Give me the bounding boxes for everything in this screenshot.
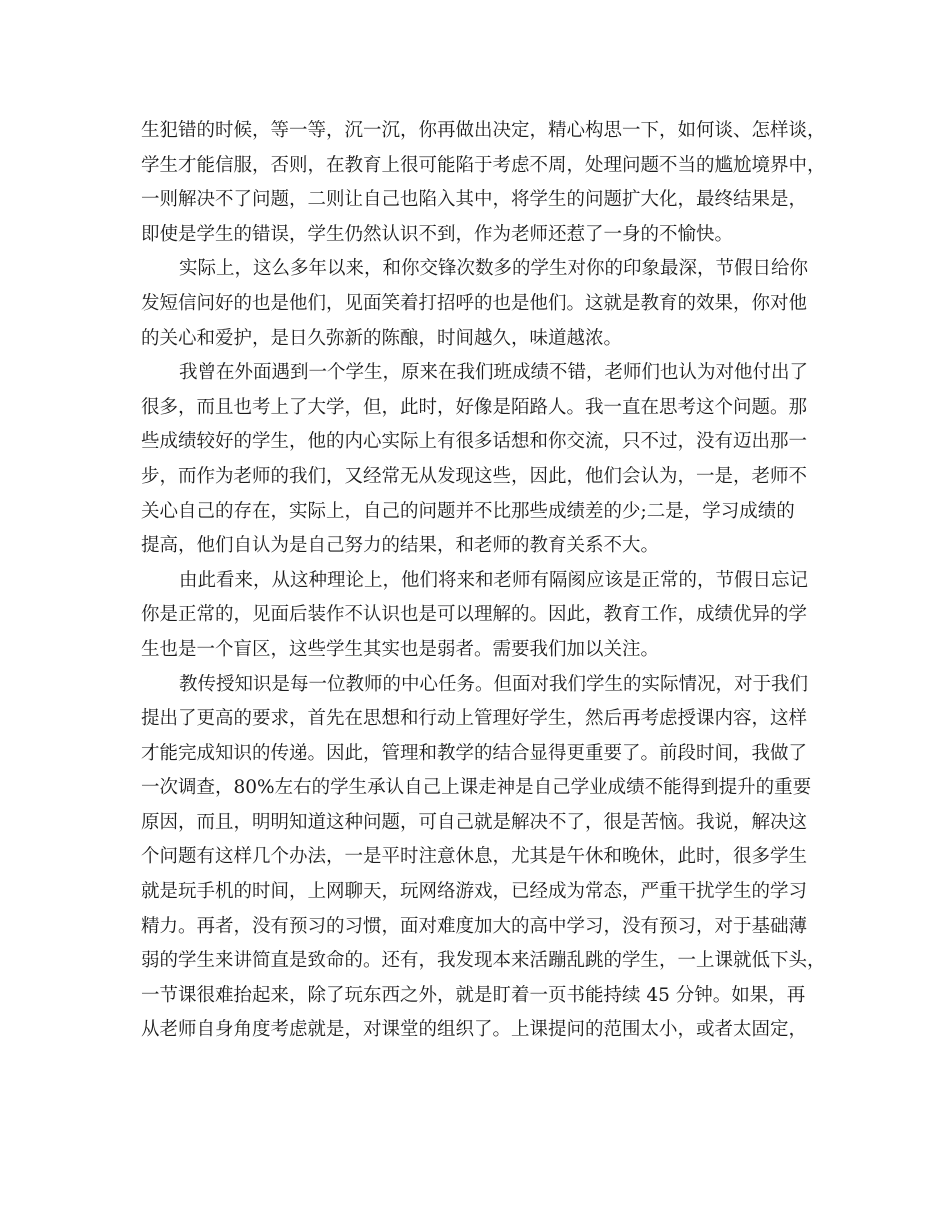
text-line: 由此看来，从这种理论上，他们将来和老师有隔阂应该是正常的，节假日忘记 (179, 569, 809, 591)
text-line: 学生才能信服，否则，在教育上很可能陷于考虑不周，处理问题不当的尴尬境界中， (141, 154, 826, 176)
text-line: 我曾在外面遇到一个学生，原来在我们班成绩不错，老师们也认为对他付出了 (179, 362, 809, 384)
paragraph (141, 668, 826, 1049)
text-line: 的关心和爱护，是日久弥新的陈酿，时间越久，味道越浓。 (141, 327, 623, 349)
text-line: 发短信问好的也是他们，见面笑着打招呼的也是他们。这就是教育的效果，你对他 (141, 292, 808, 314)
paragraph (141, 114, 826, 252)
text-line: 些成绩较好的学生，他的内心实际上有很多话想和你交流，只不过，没有迈出那一 (141, 431, 808, 453)
document-body (141, 114, 826, 1048)
text-line: 生犯错的时候，等一等，沉一沉，你再做出决定，精心构思一下，如何谈、怎样谈， (141, 120, 826, 141)
text-line: 原因，而且，明明知道这种问题，可自己就是解决不了，很是苦恼。我说，解决这 (141, 811, 808, 833)
text-line: 关心自己的存在，实际上，自己的问题并不比那些成绩差的少;二是，学习成绩的 (141, 500, 795, 522)
text-line: 即使是学生的错误，学生仍然认识不到，作为老师还惹了一身的不愉快。 (141, 223, 734, 245)
text-line: 才能完成知识的传递。因此，管理和教学的结合显得更重要了。前段时间，我做了 (141, 742, 808, 764)
text-line: 提高，他们自认为是自己努力的结果，和老师的教育关系不大。 (141, 535, 660, 557)
text-line: 从老师自身角度考虑就是，对课堂的组织了。上课提问的范围太小，或者太固定， (141, 1019, 808, 1041)
paragraph (141, 356, 811, 564)
text-line: 生也是一个盲区，这些学生其实也是弱者。需要我们加以关注。 (141, 638, 660, 660)
text-line: 精力。再者，没有预习的习惯，面对难度加大的高中学习，没有预习，对于基础薄 (141, 915, 808, 937)
text-line: 教传授知识是每一位教师的中心任务。但面对我们学生的实际情况，对于我们 (179, 673, 809, 695)
text-line: 一次调查，80%左右的学生承认自己上课走神是自己学业成绩不能得到提升的重要 (141, 777, 812, 799)
paragraph (141, 564, 811, 668)
text-line: 一则解决不了问题，二则让自己也陷入其中，将学生的问题扩大化，最终结果是， (141, 189, 808, 211)
text-line: 提出了更高的要求，首先在思想和行动上管理好学生，然后再考虑授课内容，这样 (141, 708, 808, 730)
paragraph (141, 252, 811, 356)
text-line: 个问题有这样几个办法，一是平时注意休息，尤其是午休和晚休，此时，很多学生 (141, 846, 808, 868)
text-line: 一节课很难抬起来，除了玩东西之外，就是盯着一页书能持续 45 分钟。如果，再 (141, 984, 806, 1006)
text-line: 就是玩手机的时间，上网聊天，玩网络游戏，已经成为常态，严重干扰学生的学习 (141, 881, 808, 903)
text-line: 你是正常的，见面后装作不认识也是可以理解的。因此，教育工作，成绩优异的学 (141, 604, 808, 626)
text-line: 弱的学生来讲简直是致命的。还有，我发现本来活蹦乱跳的学生，一上课就低下头， (141, 950, 826, 972)
text-line: 很多，而且也考上了大学，但，此时，好像是陌路人。我一直在思考这个问题。那 (141, 396, 808, 418)
text-line: 实际上，这么多年以来，和你交锋次数多的学生对你的印象最深，节假日给你 (179, 258, 809, 280)
text-line: 步，而作为老师的我们，又经常无从发现这些，因此，他们会认为，一是，老师不 (141, 465, 808, 487)
